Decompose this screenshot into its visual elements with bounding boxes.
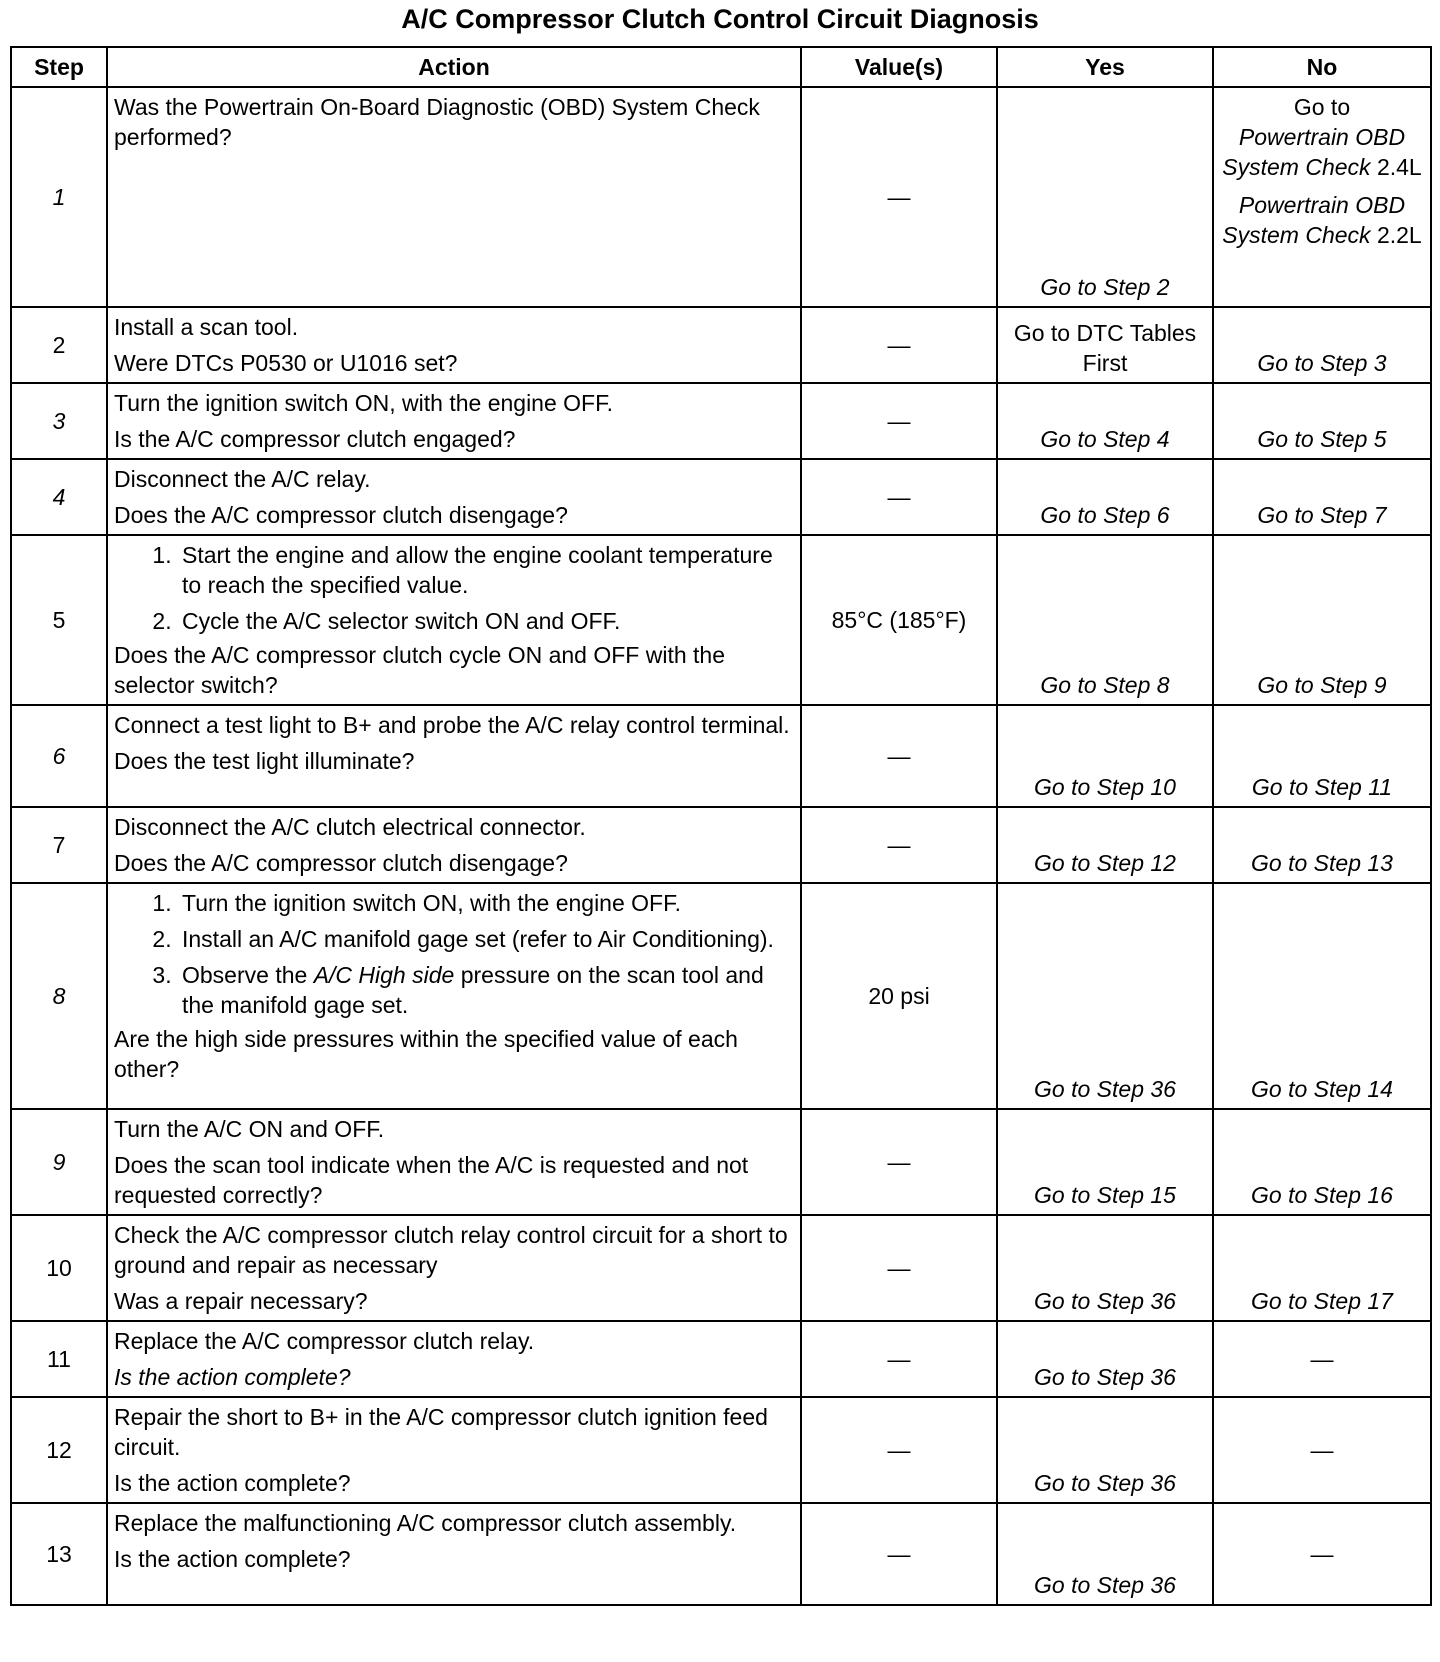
action-cell (107, 1321, 801, 1397)
value-cell: — (801, 87, 997, 307)
no-cell: — (1213, 1321, 1431, 1397)
step-number: 2 (11, 307, 107, 383)
value-cell: — (801, 459, 997, 535)
table-row (11, 807, 1431, 883)
value-cell: 85°C (185°F) (801, 535, 997, 705)
action-text: Install a scan tool. (114, 314, 299, 340)
table-row (11, 1109, 1431, 1215)
no-cell: — (1213, 1503, 1431, 1605)
table-header-row (11, 47, 1431, 87)
action-cell (107, 1109, 801, 1215)
action-question: Does the A/C compressor clutch cycle ON and OFF with the selector switch? (114, 642, 726, 698)
action-text: Turn the A/C ON and OFF. (114, 1116, 385, 1142)
header-yes: Yes (997, 47, 1213, 87)
action-text: Turn the ignition switch ON, with the engine OFF. (114, 390, 613, 416)
no-cell: — (1213, 1397, 1431, 1503)
value-cell: — (801, 807, 997, 883)
no-link-obd-24[interactable] (1216, 122, 1428, 182)
action-cell (107, 1503, 801, 1605)
step-number: 10 (11, 1215, 107, 1321)
step-number: 3 (11, 383, 107, 459)
no-cell (1213, 87, 1431, 307)
value-cell: — (801, 1215, 997, 1321)
no-goto-text: Go to (1293, 94, 1351, 120)
action-text: Disconnect the A/C clutch electrical connector. (114, 814, 586, 840)
no-link[interactable]: Go to Step 3 (1213, 307, 1431, 383)
action-text: Repair the short to B+ in the A/C compressor clutch ignition feed circuit. (114, 1404, 768, 1460)
action-cell (107, 459, 801, 535)
action-cell (107, 383, 801, 459)
action-question: Does the test light illuminate? (114, 748, 415, 774)
table-row (11, 459, 1431, 535)
yes-link[interactable]: Go to Step 36 (997, 1503, 1213, 1605)
value-cell: — (801, 705, 997, 807)
action-question: Are the high side pressures within the specified value of each other? (114, 1026, 738, 1082)
table-row (11, 1503, 1431, 1605)
no-link-obd-22[interactable] (1216, 190, 1428, 250)
table-row (11, 705, 1431, 807)
step-number: 7 (11, 807, 107, 883)
no-link-suffix: 2.4L (1376, 154, 1422, 180)
no-link[interactable]: Go to Step 7 (1213, 459, 1431, 535)
header-no: No (1213, 47, 1431, 87)
step-number: 9 (11, 1109, 107, 1215)
value-cell: — (801, 1109, 997, 1215)
no-link[interactable]: Go to Step 11 (1213, 705, 1431, 807)
step-number: 4 (11, 459, 107, 535)
action-step: 1. Turn the ignition switch ON, with the engine OFF. (178, 888, 796, 918)
action-text: Disconnect the A/C relay. (114, 466, 371, 492)
action-cell (107, 807, 801, 883)
table-row (11, 1215, 1431, 1321)
table-row (11, 535, 1431, 705)
step-number: 13 (11, 1503, 107, 1605)
step-number: 5 (11, 535, 107, 705)
action-question: Was a repair necessary? (114, 1288, 368, 1314)
action-step: 1. Start the engine and allow the engine coolant temperature to reach the specified value. (178, 540, 796, 600)
no-link[interactable]: Go to Step 14 (1213, 883, 1431, 1109)
yes-link[interactable]: Go to Step 15 (997, 1109, 1213, 1215)
scan-tool-parameter: A/C High side (313, 962, 455, 988)
step-number: 8 (11, 883, 107, 1109)
table-row (11, 1321, 1431, 1397)
no-link[interactable]: Go to Step 9 (1213, 535, 1431, 705)
header-action: Action (107, 47, 801, 87)
yes-link[interactable]: Go to Step 10 (997, 705, 1213, 807)
yes-link[interactable]: Go to DTC Tables First (997, 307, 1213, 383)
yes-link[interactable]: Go to Step 12 (997, 807, 1213, 883)
action-cell (107, 87, 801, 307)
yes-link[interactable]: Go to Step 36 (997, 1215, 1213, 1321)
action-question: Is the action complete? (114, 1470, 351, 1496)
action-question: Is the action complete? (114, 1364, 351, 1390)
yes-link[interactable]: Go to Step 36 (997, 1397, 1213, 1503)
header-values: Value(s) (801, 47, 997, 87)
action-step: 2. Install an A/C manifold gage set (refer to Air Conditioning). (178, 924, 796, 954)
action-question: Does the A/C compressor clutch disengage? (114, 850, 568, 876)
no-link-suffix: 2.2L (1376, 222, 1422, 248)
yes-link[interactable]: Go to Step 4 (997, 383, 1213, 459)
action-step: 2. Cycle the A/C selector switch ON and OFF. (178, 606, 796, 636)
yes-link[interactable]: Go to Step 6 (997, 459, 1213, 535)
value-cell: — (801, 383, 997, 459)
action-step-text: Observe the (182, 962, 308, 988)
no-link[interactable]: Go to Step 13 (1213, 807, 1431, 883)
action-text: Replace the malfunctioning A/C compressor clutch assembly. (114, 1510, 737, 1536)
value-cell: — (801, 1321, 997, 1397)
action-steps-list (114, 888, 796, 1020)
action-question: Does the A/C compressor clutch disengage? (114, 502, 568, 528)
table-row (11, 883, 1431, 1109)
action-step-text: pressure on the scan tool and the manifold gage set. (182, 962, 764, 1018)
action-text: Connect a test light to B+ and probe the A/C relay control terminal. (114, 712, 790, 738)
table-row (11, 383, 1431, 459)
action-cell (107, 705, 801, 807)
value-cell: — (801, 1503, 997, 1605)
action-question: Is the A/C compressor clutch engaged? (114, 426, 516, 452)
yes-link[interactable]: Go to Step 36 (997, 883, 1213, 1109)
diagnosis-table (10, 46, 1432, 1606)
action-cell (107, 1397, 801, 1503)
action-text: Check the A/C compressor clutch relay control circuit for a short to ground and repair as necessary (114, 1222, 788, 1278)
action-question: Were DTCs P0530 or U1016 set? (114, 350, 458, 376)
no-link[interactable]: Go to Step 17 (1213, 1215, 1431, 1321)
table-row (11, 1397, 1431, 1503)
action-cell (107, 535, 801, 705)
header-step: Step (11, 47, 107, 87)
action-cell (107, 883, 801, 1109)
no-link[interactable]: Go to Step 16 (1213, 1109, 1431, 1215)
step-number: 6 (11, 705, 107, 807)
table-row (11, 87, 1431, 307)
action-cell (107, 1215, 801, 1321)
step-number: 11 (11, 1321, 107, 1397)
yes-link[interactable]: Go to Step 36 (997, 1321, 1213, 1397)
yes-link[interactable]: Go to Step 8 (997, 535, 1213, 705)
value-cell: — (801, 1397, 997, 1503)
yes-link[interactable]: Go to Step 2 (997, 87, 1213, 307)
action-steps-list (114, 540, 796, 636)
no-link-label: Powertrain OBD System Check (1222, 124, 1406, 180)
page-title: A/C Compressor Clutch Control Circuit Diagnosis (401, 4, 1039, 34)
no-link[interactable]: Go to Step 5 (1213, 383, 1431, 459)
step-number: 1 (11, 87, 107, 307)
step-number: 12 (11, 1397, 107, 1503)
no-link-label: Powertrain OBD System Check (1222, 192, 1406, 248)
action-text: Replace the A/C compressor clutch relay. (114, 1328, 535, 1354)
value-cell: 20 psi (801, 883, 997, 1109)
action-question: Is the action complete? (114, 1546, 351, 1572)
table-row (11, 307, 1431, 383)
action-cell (107, 307, 801, 383)
value-cell: — (801, 307, 997, 383)
action-text: Was the Powertrain On-Board Diagnostic (OBD) System Check performed? (114, 94, 760, 150)
action-question: Does the scan tool indicate when the A/C is requested and not requested correctly? (114, 1152, 749, 1208)
action-step (178, 960, 796, 1020)
